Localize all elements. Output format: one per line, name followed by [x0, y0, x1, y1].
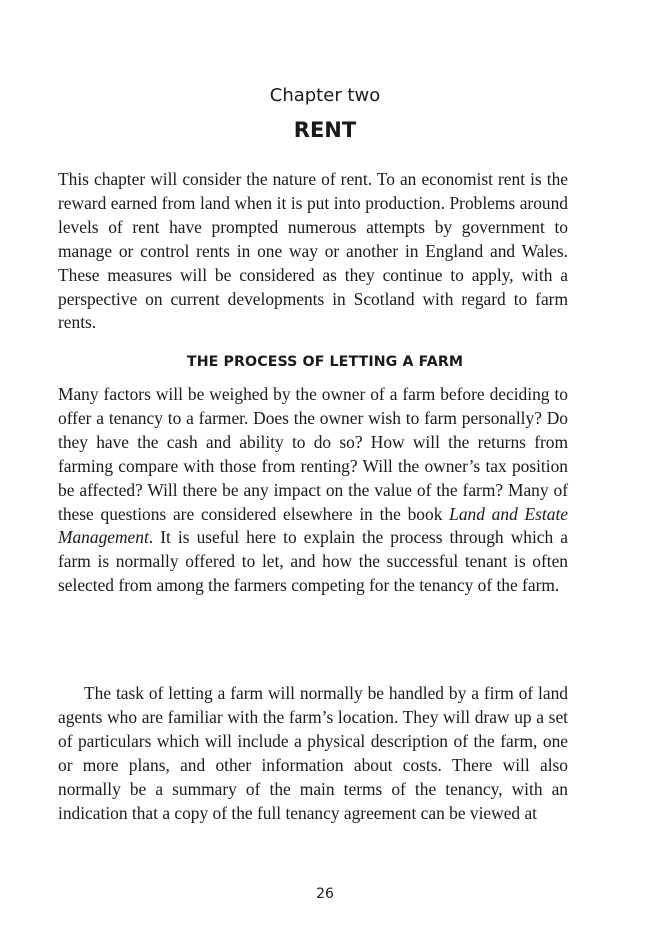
chapter-label: Chapter two	[269, 85, 381, 106]
paragraph-text: Many factors will be weighed by the owner of a farm before deciding to offer a tenancy to a farmer. Does the owner wish to farm personally? Do they have the cash and ability to do so? How will the returns from farming compare with those from renting? Will the owner’s tax position be affected? Will there be any impact on the value of the farm? Many of these questions are considered elsewhere in the book	[58, 384, 568, 524]
body-paragraph-1	[58, 383, 568, 598]
intro-paragraph: This chapter will consider the nature of rent. To an economist rent is the reward earned from land when it is put into production. Problems around levels of rent have prompted numerous attempts by government to manage or control rents in one way or another in England and Wales. These measures will be considered as they continue to apply, with a perspective on current developments in Scotland with regard to farm rents.	[58, 169, 568, 333]
section-heading: THE PROCESS OF LETTING A FARM	[186, 354, 464, 370]
book-title: Land and Estate Management	[58, 503, 568, 548]
chapter-title: RENT	[293, 118, 357, 142]
body-paragraph-2: The task of letting a farm will normally be handled by a firm of land agents who are familiar with the farm’s location. They will draw up a set of particulars which will include a physical description of the farm, one or more plans, and other information about costs. There will also normally be a summary of the main terms of the tenancy, with an indication that a copy of the full tenancy agreement can be viewed at	[58, 683, 568, 823]
page-number: 26	[316, 886, 334, 902]
paragraph-text: . It is useful here to explain the process through which a farm is normally offered to let, and how the successful tenant is often selected from among the farmers competing for the tenancy of the farm.	[58, 527, 568, 596]
